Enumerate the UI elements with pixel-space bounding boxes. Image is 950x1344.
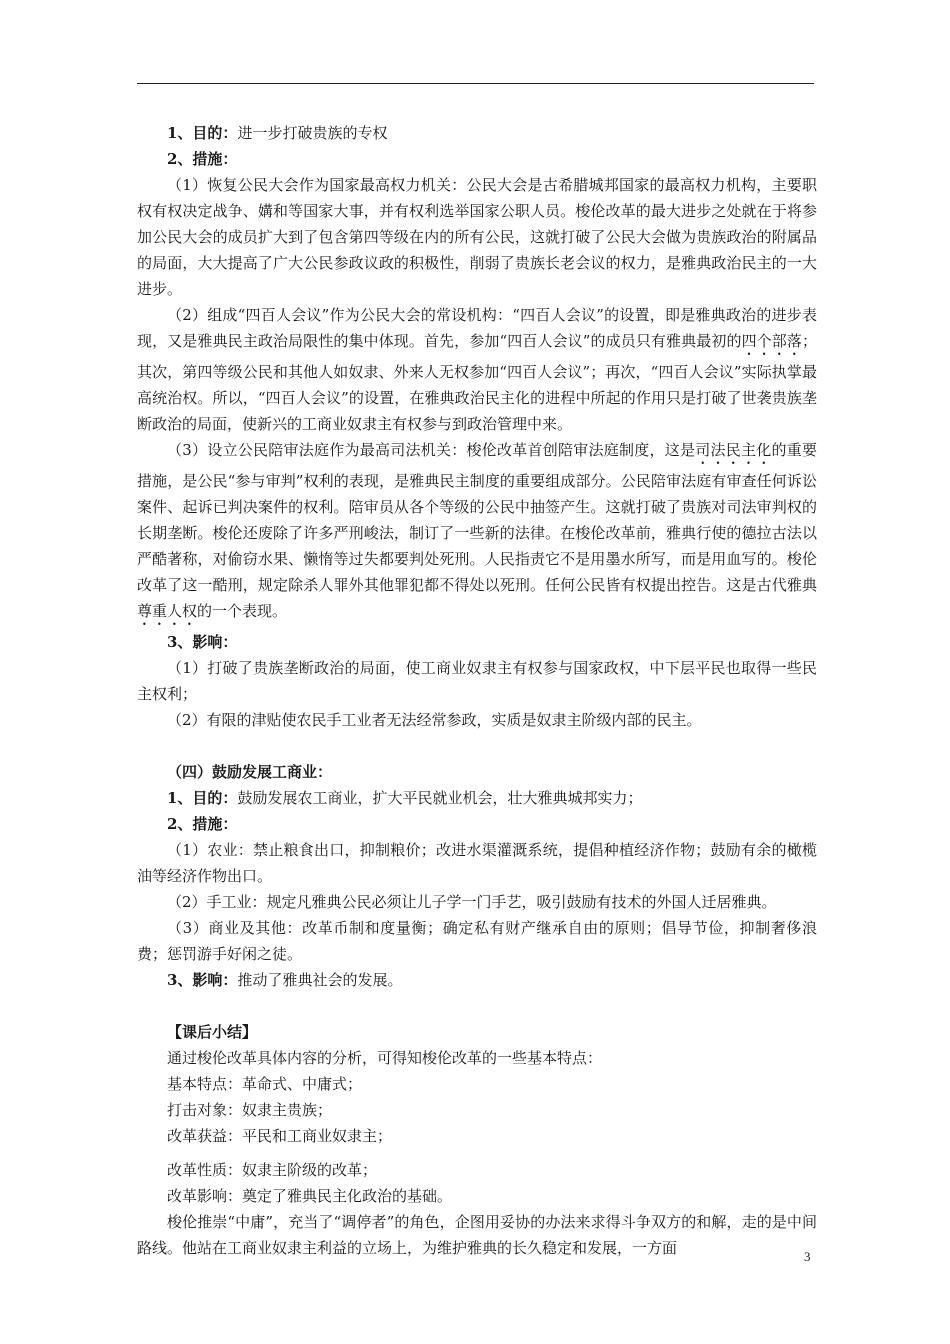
s3-measure-3-part-b: 的重要措施，是公民“参与审判”权利的表现，是雅典民主制度的重要组成部分。公民陪审法庭有审查任何诉讼案件、起诉已判决案件的权利。陪审员从各个等级的公民中抽签产生。这就打破了贵族对司法审判权的长期垄断。梭伦还废除了许多严刑峻法，制订了一些新的法律。在梭伦改革前，雅典行使的德拉古法以严酷著称，对偷窃水果、懒惰等过失都要判处死刑。人民指责它不是用墨水所写，而是用血写的。梭伦改革了这一酷刑，规定除杀人罪外其他罪犯都不得处以死刑。任何公民皆有权提出控告。这是古代雅典: [137, 441, 817, 594]
summary-closing: 梭伦推崇“中庸”，充当了“调停者”的角色，企图用妥协的办法来求得斗争双方的和解，走的是中间路线。他站在工商业奴隶主利益的立场上，为维护雅典的长久稳定和发展，一方面: [137, 1213, 817, 1257]
summary-item: 改革影响：奠定了雅典民主化政治的基础。: [167, 1187, 453, 1205]
s3-measure-2-part-b: ；其次，第四等级公民和其他人如奴隶、外来人无权参加“四百人会议”；再次，“四百人会议”实际执掌最高统治权。所以，“四百人会议”的设置，在雅典政治民主化的进程中所起的作用只是打破了世袭贵族垄断政治的局面，使新兴的工商业奴隶主有权参与到政治管理中来。: [137, 332, 817, 433]
s4-measure-1: （1）农业：禁止粮食出口，抑制粮价；改进水渠灌溉系统，提倡种植经济作物；鼓励有余的橄榄油等经济作物出口。: [137, 841, 817, 885]
s3-measure-2-part-a: （2）组成“四百人会议”作为公民大会的常设机构：“四百人会议”的设置，即是雅典政治的进步表现，又是雅典民主政治局限性的集中体现。首先，参加“四百人会议”的成员只有雅典最初的: [137, 306, 817, 350]
s4-title: （四）鼓励发展工商业：: [167, 763, 333, 781]
s3-goal-label: 1、目的：: [167, 124, 238, 142]
s3-measure-3-emphasis-1: 司法民主化: [695, 441, 772, 459]
spacer: [137, 993, 817, 1019]
document-body: [137, 120, 817, 1261]
s4-impact-label: 3、影响：: [167, 971, 238, 989]
s3-measure-3: [137, 437, 817, 629]
s4-impact: [137, 967, 817, 993]
s3-measures-label: 2、措施：: [167, 150, 238, 168]
s3-measure-2-emphasis: 四个部落: [741, 332, 802, 350]
s3-impact-label: 3、影响：: [167, 633, 238, 651]
s3-impact-2: （2）有限的津贴使农民手工业者无法经常参政，实质是奴隶主阶级内部的民主。: [167, 711, 702, 729]
s4-impact-text: 推动了雅典社会的发展。: [237, 971, 403, 989]
s3-measure-3-part-c: 的一个表现。: [197, 602, 288, 620]
header-rule: [137, 83, 814, 84]
summary-item: 改革性质：奴隶主阶级的改革；: [167, 1161, 378, 1179]
summary-title: 【课后小结】: [167, 1023, 258, 1041]
spacer: [137, 733, 817, 759]
summary-item: 基本特点：革命式、中庸式；: [167, 1075, 363, 1093]
s4-measures-label: 2、措施：: [167, 815, 238, 833]
s3-measure-3-part-a: （3）设立公民陪审法庭作为最高司法机关：梭伦改革首创陪审法庭制度，这是: [167, 441, 696, 459]
summary-item: 打击对象：奴隶主贵族；: [167, 1101, 333, 1119]
s4-measure-2: （2）手工业：规定凡雅典公民必须让儿子学一门手艺，吸引鼓励有技术的外国人迁居雅典。: [167, 893, 777, 911]
s3-goal-text: 进一步打破贵族的专权: [237, 124, 388, 142]
s3-measure-2: [137, 302, 817, 437]
s4-measure-3: （3）商业及其他：改革币制和度量衡；确定私有财产继承自由的原则；倡导节俭，抑制奢侈浪费；惩罚游手好闲之徒。: [137, 919, 817, 963]
page-number: 3: [804, 1249, 811, 1264]
s3-impact-1: （1）打破了贵族垄断政治的局面，使工商业奴隶主有权参与国家政权，中下层平民也取得一些民主权利；: [137, 659, 817, 703]
s4-goal-label: 1、目的：: [167, 789, 238, 807]
spacer: [137, 1149, 817, 1157]
s3-measure-1: （1）恢复公民大会作为国家最高权力机关：公民大会是古希腊城邦国家的最高权力机构，主要职权有权决定战争、媾和等国家大事，并有权利选举国家公职人员。梭伦改革的最大进步之处就在于将参加公民大会的成员扩大到了包含第四等级在内的所有公民，这就打破了公民大会做为贵族政治的附属品的局面，大大提高了广大公民参政议政的积极性，削弱了贵族长老会议的权力，是雅典政治民主的一大进步。: [137, 176, 817, 298]
summary-intro: 通过梭伦改革具体内容的分析，可得知梭伦改革的一些基本特点：: [167, 1049, 603, 1067]
s4-goal: [137, 785, 817, 811]
summary-item: 改革获益：平民和工商业奴隶主；: [167, 1127, 393, 1145]
s3-measure-3-emphasis-2: 尊重人权: [137, 602, 198, 620]
s4-goal-text: 鼓励发展农工商业，扩大平民就业机会，壮大雅典城邦实力；: [237, 789, 643, 807]
s3-goal: [137, 120, 817, 146]
